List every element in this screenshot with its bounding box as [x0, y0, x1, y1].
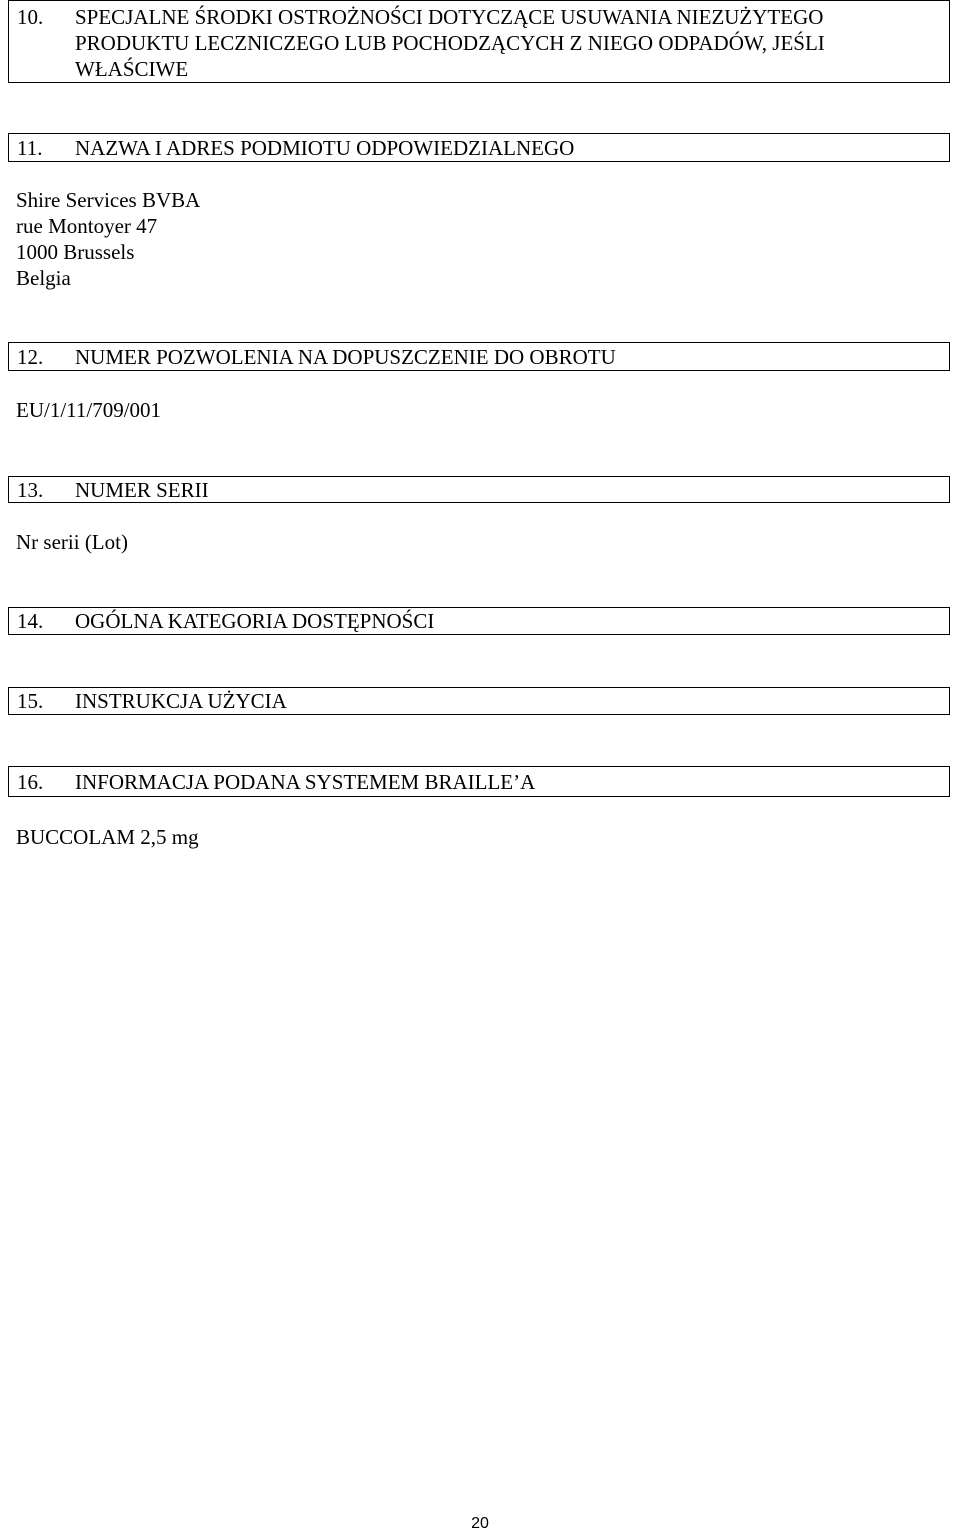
section-13-number: 13.	[17, 478, 44, 502]
section-16-number: 16.	[17, 770, 44, 794]
section-10-title-line-3: WŁAŚCIWE	[75, 57, 189, 81]
section-10-title-line-2: PRODUKTU LECZNICZEGO LUB POCHODZĄCYCH Z NIEGO ODPADÓW, JEŚLI	[75, 31, 825, 55]
section-11-header	[8, 133, 950, 162]
section-11-number: 11.	[17, 136, 43, 160]
section-15-header	[8, 687, 950, 715]
section-12-title: NUMER POZWOLENIA NA DOPUSZCZENIE DO OBROTU	[75, 345, 616, 369]
section-10-number: 10.	[17, 5, 44, 29]
address-line-company: Shire Services BVBA	[16, 188, 201, 212]
section-13-header	[8, 476, 950, 503]
braille-text: BUCCOLAM 2,5 mg	[16, 825, 199, 849]
page-number-label: 20	[471, 1515, 489, 1532]
batch-number: Nr serii (Lot)	[16, 530, 128, 554]
section-10-title-line-1: SPECJALNE ŚRODKI OSTROŻNOŚCI DOTYCZĄCE USUWANIA NIEZUŻYTEGO	[75, 5, 824, 29]
section-14-header	[8, 607, 950, 635]
address-line-street: rue Montoyer 47	[16, 214, 158, 238]
section-14-number: 14.	[17, 609, 44, 633]
section-16-header	[8, 766, 950, 797]
section-13-title: NUMER SERII	[75, 478, 209, 502]
address-line-city: 1000 Brussels	[16, 240, 135, 264]
address-line-country: Belgia	[16, 266, 71, 290]
section-10-header	[8, 0, 950, 83]
section-15-number: 15.	[17, 689, 44, 713]
section-12-number: 12.	[17, 345, 44, 369]
section-11-title: NAZWA I ADRES PODMIOTU ODPOWIEDZIALNEGO	[75, 136, 575, 160]
page-number	[0, 1514, 960, 1534]
section-16-title: INFORMACJA PODANA SYSTEMEM BRAILLE’A	[75, 770, 536, 794]
section-14-title: OGÓLNA KATEGORIA DOSTĘPNOŚCI	[75, 609, 435, 633]
section-15-title: INSTRUKCJA UŻYCIA	[75, 689, 287, 713]
section-12-header	[8, 342, 950, 371]
authorisation-number: EU/1/11/709/001	[16, 398, 162, 422]
